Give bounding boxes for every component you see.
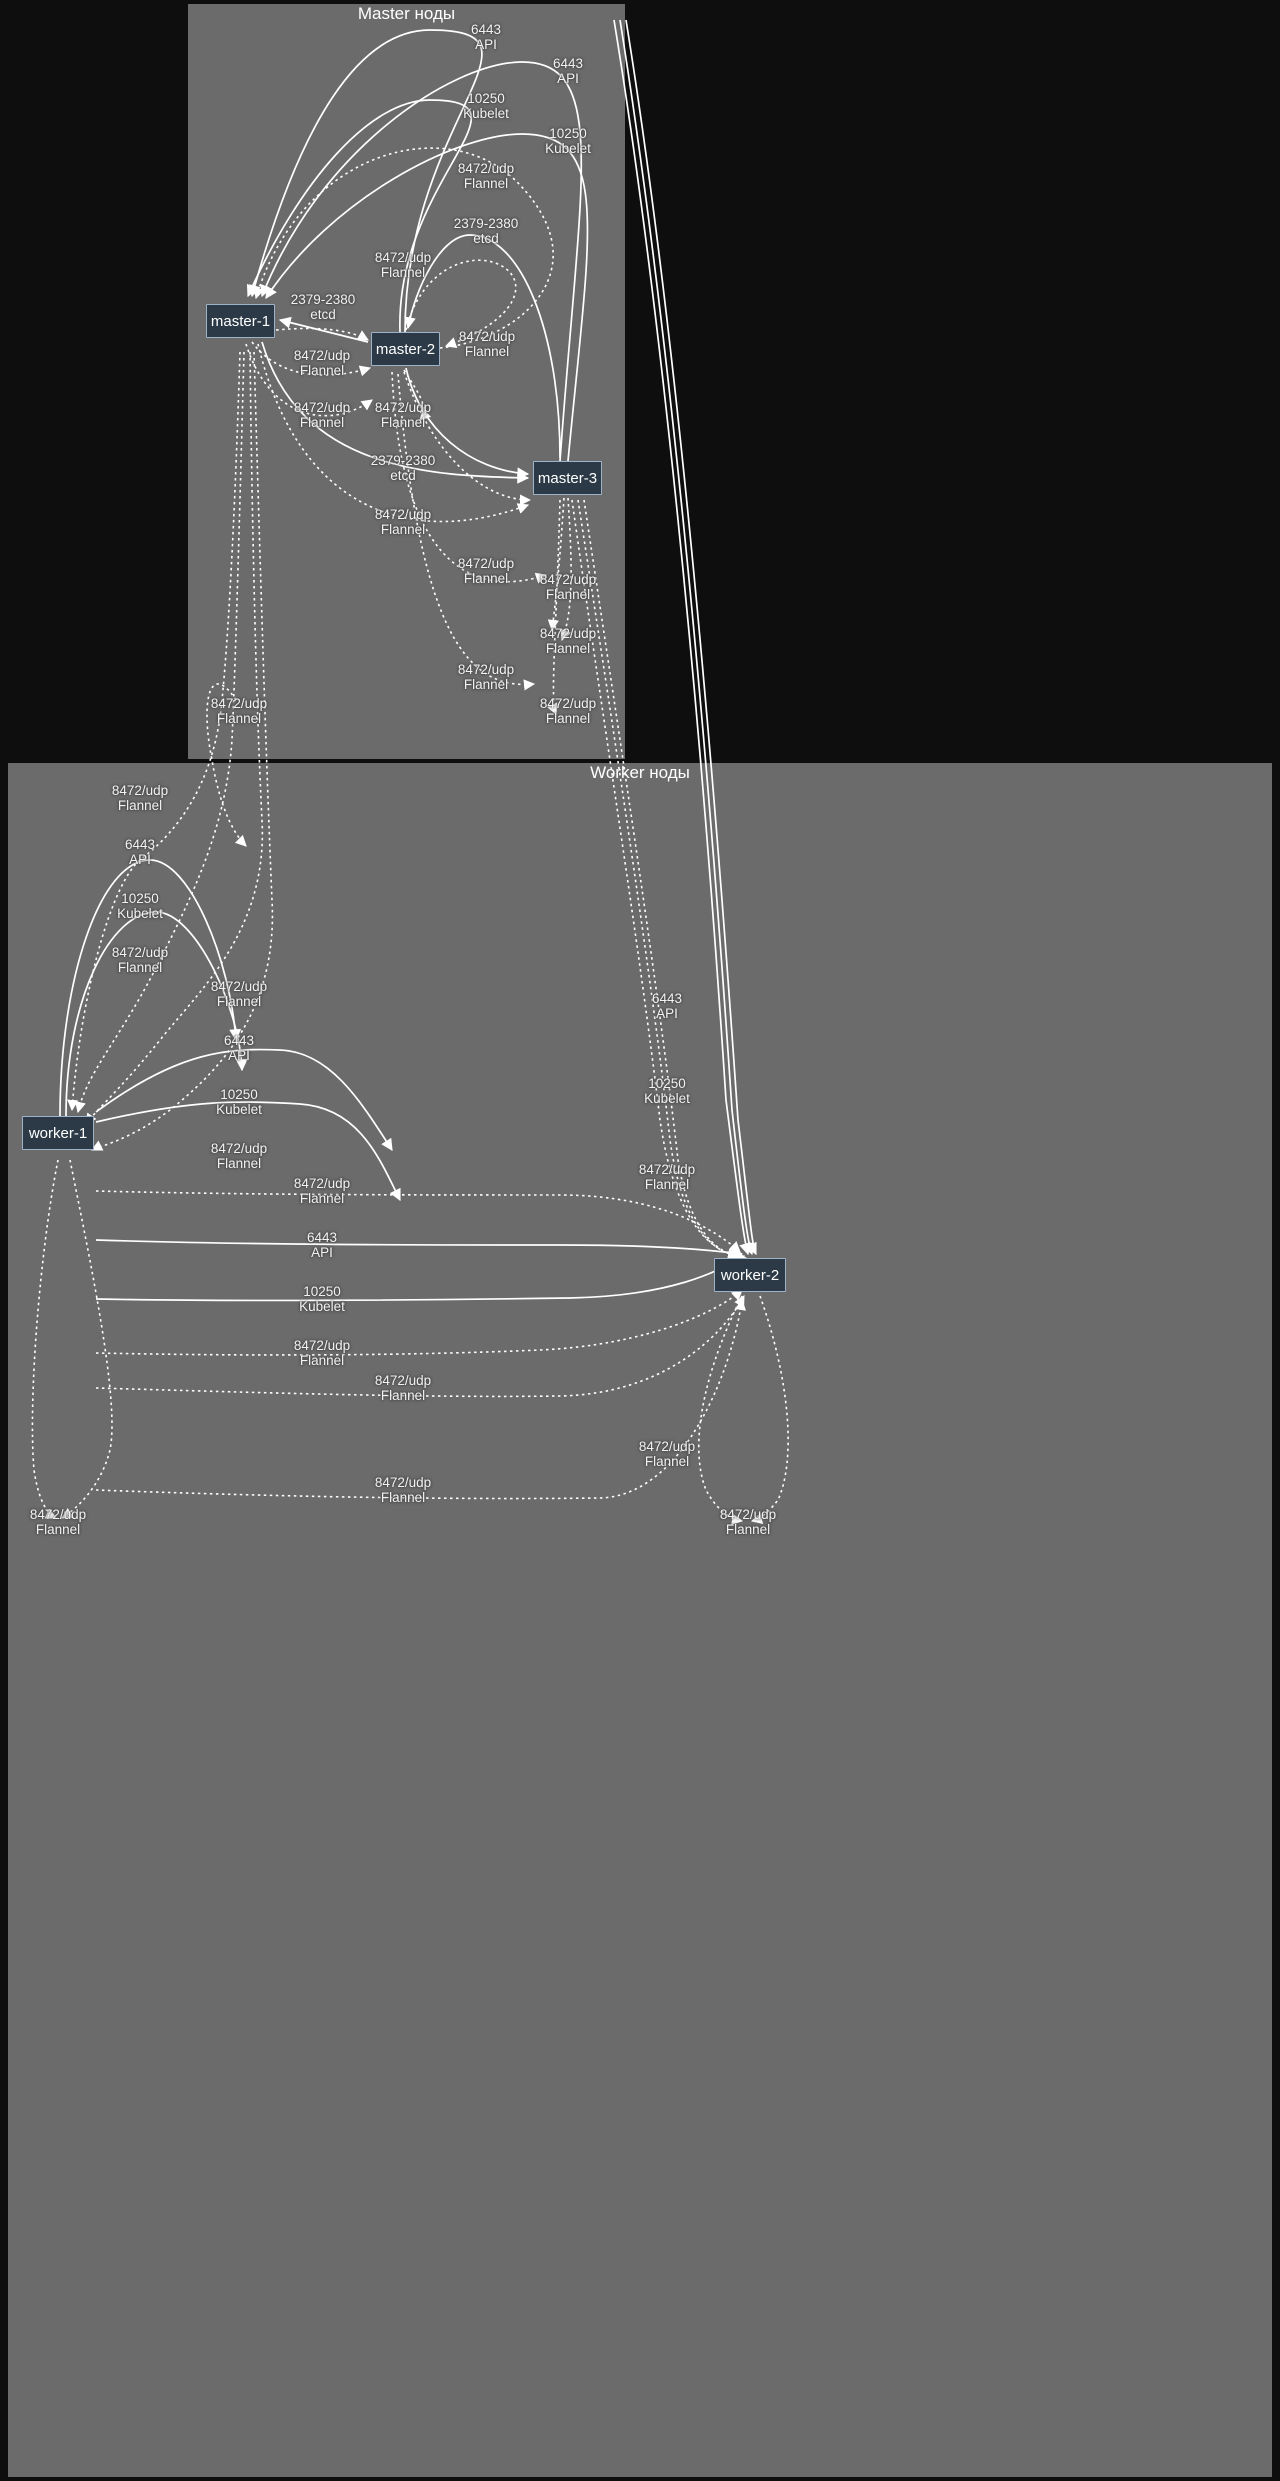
edge-label-service: etcd [310, 307, 336, 322]
edge-label-service: Flannel [545, 711, 591, 726]
edge-label-port: 8472/udp [539, 626, 597, 641]
edge-label-service: Flannel [216, 711, 262, 726]
edge-label-port: 8472/udp [374, 400, 432, 415]
edge-label-port: 10250 [648, 1076, 686, 1091]
edge-label-port: 8472/udp [374, 507, 432, 522]
edge-label-service: API [656, 1006, 678, 1021]
edge-label-service: API [557, 71, 579, 86]
edge-label-service: Flannel [299, 363, 345, 378]
edge-label-service: Kubelet [644, 1091, 690, 1106]
edge-label-service: API [129, 852, 151, 867]
node-master-3[interactable]: master-3 [533, 461, 602, 495]
edge-label-service: Flannel [380, 1388, 426, 1403]
edge-label-service: API [311, 1245, 333, 1260]
edge-label-port: 8472/udp [719, 1507, 777, 1522]
edge-label-service: Flannel [117, 798, 163, 813]
edge-label-service: Flannel [299, 415, 345, 430]
edge-label-port: 8472/udp [293, 348, 351, 363]
edge-label-port: 6443 [651, 991, 683, 1006]
edge-label-service: Flannel [380, 522, 426, 537]
edge-label-service: Kubelet [299, 1299, 345, 1314]
edge-label-port: 6443 [223, 1033, 255, 1048]
cluster-title-workers: Worker ноды [590, 763, 690, 782]
edge-label-service: Kubelet [117, 906, 163, 921]
edge-label-port: 8472/udp [638, 1439, 696, 1454]
edge-label-service: Flannel [725, 1522, 771, 1537]
edge-label-service: Kubelet [216, 1102, 262, 1117]
cluster-title-masters: Master ноды [357, 4, 456, 23]
edge-label-service: Flannel [545, 641, 591, 656]
edge-label-port: 10250 [220, 1087, 258, 1102]
edge-label-port: 8472/udp [293, 400, 351, 415]
edge-label-service: Kubelet [463, 106, 509, 121]
edge-label-service: API [228, 1048, 250, 1063]
edge-label-service: Flannel [216, 1156, 262, 1171]
edge-label-service: Flannel [117, 960, 163, 975]
node-master-2[interactable]: master-2 [371, 332, 440, 366]
edge-label-service: Flannel [463, 677, 509, 692]
edge-label-service: Flannel [299, 1191, 345, 1206]
edge-label-port: 8472/udp [374, 1373, 432, 1388]
edge-label-service: Flannel [545, 587, 591, 602]
edge-label-port: 8472/udp [374, 250, 432, 265]
edge-label-service: Flannel [380, 1490, 426, 1505]
edge-label-port: 8472/udp [638, 1162, 696, 1177]
edge-label-port: 8472/udp [457, 556, 515, 571]
edge-label-port: 6443 [124, 837, 156, 852]
edge-label-port: 6443 [470, 22, 502, 37]
edge-label-port: 2379-2380 [290, 292, 356, 307]
edge-label-service: Flannel [216, 994, 262, 1009]
edge-label-port: 8472/udp [374, 1475, 432, 1490]
edge-label-port: 8472/udp [293, 1338, 351, 1353]
edge-label-port: 8472/udp [293, 1176, 351, 1191]
edge-label-port: 8472/udp [539, 572, 597, 587]
edge-label-port: 8472/udp [111, 945, 169, 960]
edge-label-service: etcd [473, 231, 499, 246]
edge-label-service: Flannel [380, 265, 426, 280]
edge-label-service: API [475, 37, 497, 52]
edge-label-service: Kubelet [545, 141, 591, 156]
edge-label-port: 10250 [303, 1284, 341, 1299]
edge-label-port: 10250 [121, 891, 159, 906]
edge-label-port: 6443 [306, 1230, 338, 1245]
edge-label-port: 10250 [467, 91, 505, 106]
edge-label-port: 8472/udp [539, 696, 597, 711]
edge-label-port: 8472/udp [210, 696, 268, 711]
edge-label-port: 10250 [549, 126, 587, 141]
edge-label-service: Flannel [35, 1522, 81, 1537]
edge-label-port: 2379-2380 [370, 453, 436, 468]
node-master-1[interactable]: master-1 [206, 304, 275, 338]
edge-label-service: Flannel [644, 1454, 690, 1469]
edge-label-port: 8472/udp [457, 161, 515, 176]
edge-label-service: Flannel [463, 571, 509, 586]
edge-label-port: 6443 [552, 56, 584, 71]
edge-label-port: 8472/udp [458, 329, 516, 344]
edge-label-port: 2379-2380 [453, 216, 519, 231]
edge-label-port: 8472/udp [111, 783, 169, 798]
edge-label-port: 8472/udp [457, 662, 515, 677]
edge-label-service: Flannel [463, 176, 509, 191]
edge-label-service: Flannel [380, 415, 426, 430]
edge-label-service: Flannel [299, 1353, 345, 1368]
edge-label-service: etcd [390, 468, 416, 483]
edge-label-service: Flannel [644, 1177, 690, 1192]
edge-label-service: Flannel [464, 344, 510, 359]
node-worker-2[interactable]: worker-2 [714, 1258, 786, 1292]
node-worker-1[interactable]: worker-1 [22, 1116, 94, 1150]
edge-label-port: 8472/udp [29, 1507, 87, 1522]
edge-label-port: 8472/udp [210, 979, 268, 994]
edge-label-port: 8472/udp [210, 1141, 268, 1156]
